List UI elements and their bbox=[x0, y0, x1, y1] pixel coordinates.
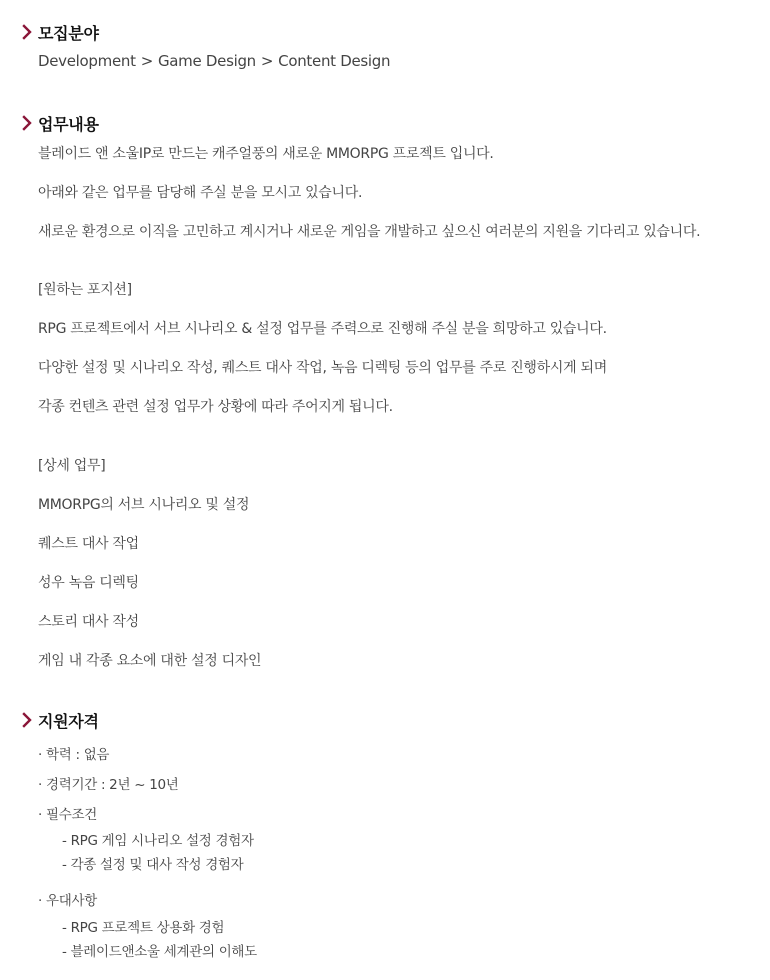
position-line: 다양한 설정 및 시나리오 작성, 퀘스트 대사 작업, 녹음 디렉팅 등의 업무를 주로 진행하시게 되며 bbox=[38, 360, 607, 376]
breadcrumb-item: Development bbox=[38, 52, 136, 70]
required-item: - RPG 게임 시나리오 설정 경험자 bbox=[62, 833, 254, 849]
chevron-right-icon bbox=[22, 115, 32, 131]
duty-intro-line: 새로운 환경으로 이직을 고민하고 계시거나 새로운 게임을 개발하고 싶으신 여러분의 지원을 기다리고 있습니다. bbox=[38, 224, 701, 240]
preferred-header: · 우대사항 bbox=[38, 893, 97, 909]
chevron-right-icon bbox=[22, 712, 32, 728]
breadcrumb-separator: > bbox=[140, 52, 153, 70]
section-heading-field bbox=[22, 20, 99, 44]
position-line: RPG 프로젝트에서 서브 시나리오 & 설정 업무를 주력으로 진행해 주실 분을 희망하고 있습니다. bbox=[38, 321, 607, 337]
detail-header: [상세 업무] bbox=[38, 458, 106, 474]
position-line: 각종 컨텐츠 관련 설정 업무가 상황에 따라 주어지게 됩니다. bbox=[38, 399, 393, 415]
preferred-item: - 블레이드앤소울 세계관의 이해도 bbox=[62, 944, 257, 960]
detail-line: 성우 녹음 디렉팅 bbox=[38, 575, 139, 591]
section-title: 지원자격 bbox=[38, 711, 99, 731]
section-title: 업무내용 bbox=[38, 114, 99, 134]
required-header: · 필수조건 bbox=[38, 807, 97, 823]
position-header: [원하는 포지션] bbox=[38, 282, 132, 298]
breadcrumb-item: Content Design bbox=[278, 52, 391, 70]
detail-line: 스토리 대사 작성 bbox=[38, 614, 139, 630]
detail-line: 게임 내 각종 요소에 대한 설정 디자인 bbox=[38, 653, 262, 669]
detail-line: MMORPG의 서브 시나리오 및 설정 bbox=[38, 497, 250, 513]
preferred-item: - RPG 프로젝트 상용화 경험 bbox=[62, 920, 225, 936]
breadcrumb bbox=[38, 52, 390, 70]
section-heading-duties bbox=[22, 111, 99, 135]
qualification-experience: · 경력기간 : 2년 ~ 10년 bbox=[38, 777, 179, 793]
detail-line: 퀘스트 대사 작업 bbox=[38, 536, 139, 552]
required-item: - 각종 설정 및 대사 작성 경험자 bbox=[62, 857, 244, 873]
section-title: 모집분야 bbox=[38, 23, 99, 43]
section-heading-qualifications bbox=[22, 708, 99, 732]
breadcrumb-separator: > bbox=[260, 52, 274, 70]
qualification-education: · 학력 : 없음 bbox=[38, 747, 110, 763]
chevron-right-icon bbox=[22, 24, 32, 40]
duty-intro-line: 블레이드 앤 소울IP로 만드는 캐주얼풍의 새로운 MMORPG 프로젝트 입니다. bbox=[38, 146, 494, 162]
duty-intro-line: 아래와 같은 업무를 담당해 주실 분을 모시고 있습니다. bbox=[38, 185, 363, 201]
breadcrumb-item: Game Design bbox=[157, 52, 256, 70]
